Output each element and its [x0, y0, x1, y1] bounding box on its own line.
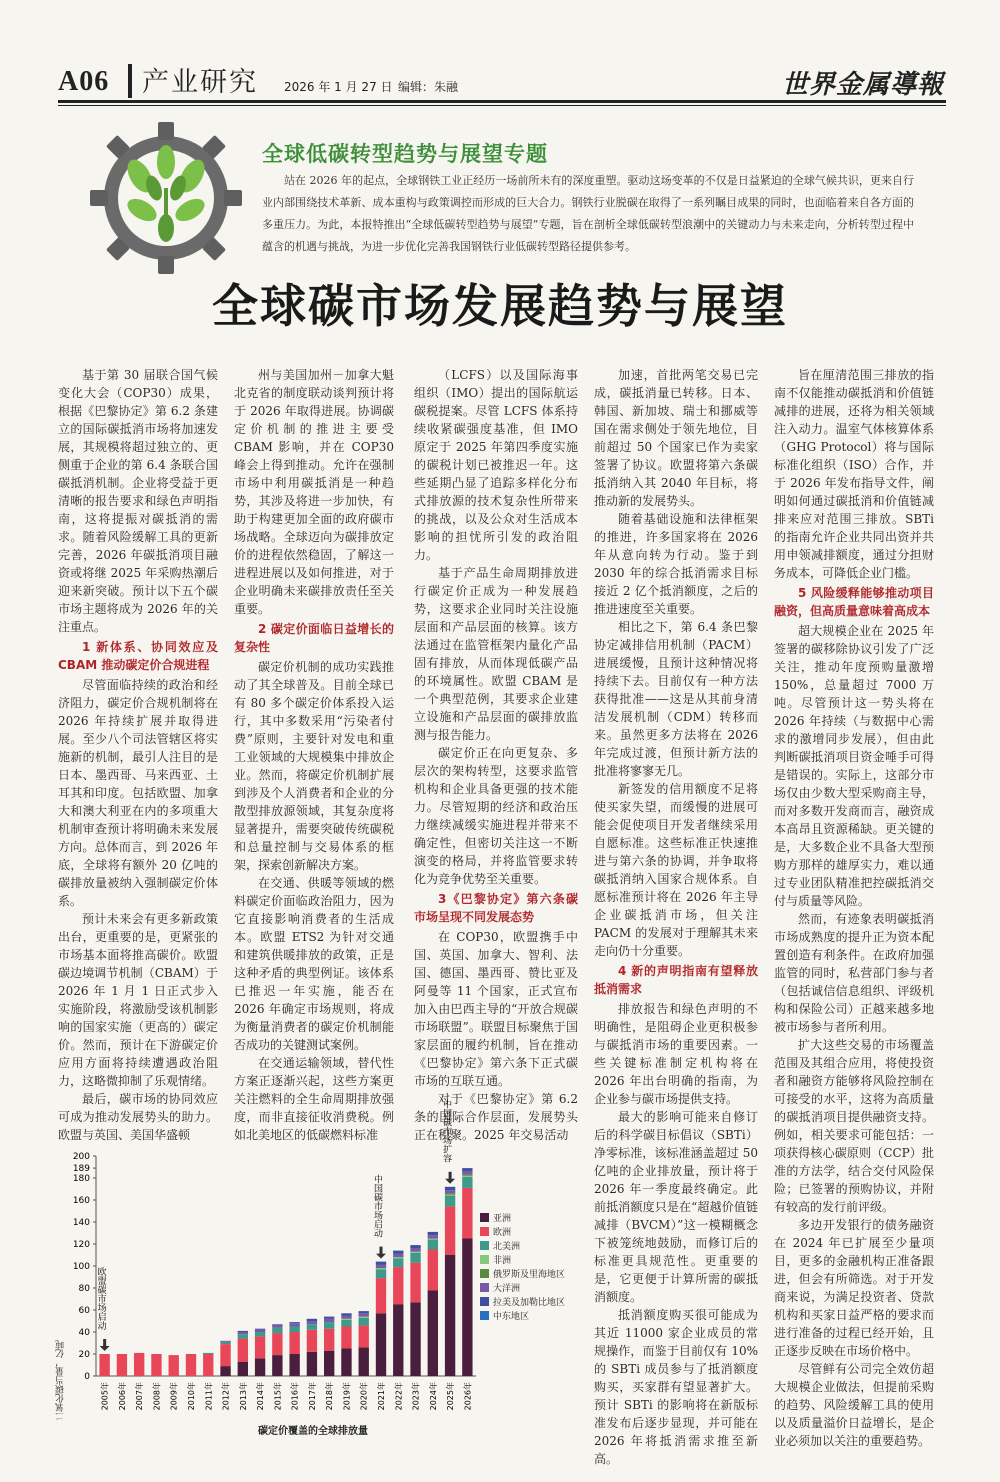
y-tick-label: 160: [72, 1196, 90, 1206]
subheading: 5 风险缓释能够推动项目融资，但高质量意味着高成本: [774, 586, 934, 618]
x-tick-label: 2016年: [290, 1382, 300, 1411]
x-tick-label: 2020年: [359, 1382, 369, 1411]
paragraph: 碳定价机制的成功实践推动了其全球普及。目前全球已有 80 多个碳定价体系投入运行，其中多数采用“污染者付费”原则，主要针对发电和重工业领域的大规模集中排放企业。然而，将碳定价机制扩展到涉及个人消费者和企业的分散型排放源领域，其复杂度将显著提升，需要突破传统碳税和总量控制与交易体系的框架，探索创新解决方案。: [234, 660, 394, 872]
legend-item: [480, 1212, 565, 1226]
feature-title: 全球低碳转型趋势与展望专题: [262, 142, 548, 166]
bar-segment: [255, 1336, 265, 1358]
x-tick-label: 2021年: [377, 1382, 386, 1411]
bar-segment: [376, 1278, 386, 1313]
paragraph: 尽管面临持续的政治和经济阻力，碳定价合规机制将在 2026 年持续扩展并取得进展。至少八个司法管辖区将实施新的机制，最引人注目的是日本、墨西哥、马来西亚、土耳其和印度。包括欧盟、加拿大和澳大利亚在内的多项重大机制审查预计将明确未来发展方向。总体而言，到 2026 年底，全球将有额外 20 亿吨的碳排放量被纳入强制碳定价体系。: [58, 678, 218, 908]
paragraph: 旨在厘清范围三排放的指南不仅能推动碳抵消和价值链减排的进展，还将为相关领域注入动力。温室气体核算体系（GHG Protocol）将与国际标准化组织（ISO）合作，并于 2026 年发布指导文件，阐明如何通过碳抵消和价值链减排来应对范围三排放。SBTi 的指南允许企业共同出资并共用申领减排额度，通过分担财务成本，可降低企业门槛。: [774, 368, 934, 580]
bar-segment: [324, 1322, 334, 1329]
annotation-label: 中国碳市场启动: [372, 1174, 382, 1238]
bar-segment: [272, 1324, 282, 1325]
x-tick-label: 2012年: [221, 1382, 231, 1411]
x-tick-label: 2023年: [411, 1382, 421, 1411]
legend-item: [480, 1226, 565, 1240]
bar-segment: [462, 1239, 472, 1377]
x-tick-label: 2024年: [428, 1382, 438, 1411]
subheading: 4 新的声明指南有望释放抵消需求: [594, 964, 758, 996]
bar-segment: [428, 1239, 438, 1240]
bar-segment: [462, 1168, 472, 1171]
paragraph: 排放报告和绿色声明的不明确性，是阻碍企业更积极参与碳抵消市场的重要因素。一些关键标准制定机构将在 2026 年出台明确的指南，为企业参与碳市场提供支持。: [594, 1002, 758, 1106]
bar-segment: [324, 1329, 334, 1351]
x-tick-label: 2010年: [187, 1382, 196, 1411]
paragraph: 最大的影响可能来自修订后的科学碳目标倡议（SBTi）净零标准，该标准涵盖超过 50 亿吨的企业排放量，预计将于 2026 年一季度最终确定。此前抵消额度只是在“超越价值链减排（BVCM）”这一模糊概念下被笼统地鼓励，而修订后的标准更具规范性。更重要的是，它更便于计算所需的碳抵消额度。: [594, 1110, 758, 1304]
article-column-3: [414, 366, 578, 1144]
bar-segment: [410, 1253, 420, 1263]
bar-segment: [272, 1355, 282, 1376]
article-column-1: [58, 366, 218, 1144]
annotation-label: 欧盟碳市场启动: [95, 1267, 106, 1330]
bar-segment: [255, 1330, 265, 1332]
bar-segment: [324, 1351, 334, 1376]
legend-swatch: [480, 1241, 489, 1250]
section-title: 产业研究: [142, 67, 258, 98]
bar-segment: [462, 1188, 472, 1239]
bar-segment: [393, 1251, 403, 1254]
bar-segment: [169, 1355, 179, 1376]
bar-segment: [410, 1248, 420, 1251]
paragraph: 加速，首批两笔交易已完成，碳抵消量已转移。日本、韩国、新加坡、瑞士和挪威等国在需求侧处于领先地位，目前超过 50 个国家已作为卖家签署了协议。欧盟将第六条碳抵消纳入其 2040 年目标，将推动新的发展势头。: [594, 368, 758, 508]
bar-segment: [462, 1176, 472, 1177]
bar-segment: [376, 1268, 386, 1269]
bar-segment: [428, 1240, 438, 1250]
bar-segment: [186, 1354, 196, 1376]
editor-credit: 编辑：朱融: [398, 80, 459, 94]
paragraph: 超大规模企业在 2025 年签署的碳移除协议引发了广泛关注，推动年度预购量激增 150%，总量超过 7000 万吨。尽管预计这一势头将在 2026 年持续（与数据中心需求的激增同步发展），但由此判断碳抵消项目资金唾手可得是错误的。实际上，这部分市场仅由少数大型采购商主导，而对多数开发商而言，融资成本高昂且资源稀缺。更关键的是，大多数企业不具备大型预购方那样的雄厚实力，难以通过专业团队精准把控碳抵消交付与质量等风险。: [774, 624, 934, 908]
bar-segment: [289, 1322, 299, 1323]
bar-segment: [341, 1319, 351, 1320]
y-tick-label: 189: [72, 1164, 90, 1175]
bar-segment: [410, 1245, 420, 1248]
bar-segment: [272, 1333, 282, 1355]
header-rule: [58, 100, 946, 103]
y-tick-label: 100: [72, 1262, 90, 1272]
legend-label: 中东地区: [493, 1312, 530, 1322]
bar-segment: [220, 1341, 230, 1342]
bar-segment: [289, 1354, 299, 1376]
y-tick-label: 180: [72, 1174, 90, 1184]
paragraph: 新签发的信用额度不足将使买家失望，而缓慢的进展可能会促使项目开发者继续采用自愿标准。这些标准正快速推进与第六条的协调，并争取将碳抵消纳入国家合规体系。自愿标准预计将在 2026 年主导企业碳抵消市场，但关注 PACM 的发展对于理解其未来走向仍十分重要。: [594, 782, 758, 958]
gear-leaves-icon: [80, 118, 252, 278]
bar-segment: [220, 1342, 230, 1344]
bar-segment: [445, 1255, 455, 1376]
bar-segment: [238, 1362, 248, 1376]
x-tick-label: 2018年: [325, 1382, 335, 1411]
bar-segment: [428, 1235, 438, 1238]
legend-item: [480, 1282, 565, 1296]
x-tick-label: 2006年: [117, 1382, 127, 1411]
bar-segment: [393, 1258, 403, 1267]
bar-segment: [220, 1366, 230, 1376]
legend-label: 欧洲: [493, 1228, 512, 1238]
bar-segment: [393, 1257, 403, 1258]
paragraph: 多边开发银行的债务融资在 2024 年已扩展至少量项目，更多的金融机构正准备跟进，但会有所筛选。对于开发商来说，为满足投资者、贷款机构和买家日益严格的要求而进行准备的过程已经开始，且正逐步反映在市场价格中。: [774, 1218, 934, 1358]
chart-y-label: 二氧化碳当量，亿吨: [56, 1340, 66, 1421]
y-tick-label: 80: [78, 1284, 90, 1294]
paragraph: 基于第 30 届联合国气候变化大会（COP30）成果，根据《巴黎协定》第 6.2 条建立的国际碳抵消市场将加速发展，其规模将超过独立的、更侧重于企业的第 6.4 条联合国碳抵消机制。企业将受益于更清晰的报告要求和绿色声明指南，这将提振对碳抵消的需求。随着风险缓解工具的更新完善，2026 年碳抵消项目融资或将继 2025 年采购热潮后迎来新突破。预计以下五个碳市场主题将成为 2026 年的关注重点。: [58, 368, 218, 634]
chart-legend: [480, 1212, 565, 1324]
bar-segment: [445, 1196, 455, 1207]
paragraph: 然而，有迹象表明碳抵消市场成熟度的提升正为资本配置创造有利条件。在政府加强监管的同时，私营部门参与者（包括诚信信息组织、评级机构和保险公司）正越来越多地被市场参与者所利用。: [774, 912, 934, 1034]
paragraph: 随着基础设施和法律框架的推进，许多国家将在 2026 年从意向转为行动。鉴于到 2030 年的综合抵消需求目标接近 2 亿个抵消额度，之后的推进速度至关重要。: [594, 512, 758, 616]
bar-segment: [134, 1353, 144, 1376]
bar-segment: [289, 1327, 299, 1333]
bar-segment: [359, 1318, 369, 1326]
subheading: 1 新体系、协同效应及 CBAM 推动碳定价合规进程: [58, 640, 218, 672]
bar-segment: [393, 1254, 403, 1257]
legend-label: 拉美及加勒比地区: [493, 1298, 566, 1308]
bar-segment: [376, 1269, 386, 1278]
bar-segment: [220, 1344, 230, 1366]
bar-segment: [307, 1319, 317, 1321]
annotation-arrowhead: [445, 1179, 455, 1184]
x-tick-label: 2007年: [135, 1382, 145, 1411]
y-tick-label: 200: [72, 1152, 90, 1162]
bar-segment: [341, 1349, 351, 1377]
bar-segment: [445, 1187, 455, 1190]
legend-swatch: [480, 1311, 489, 1320]
annotation-arrowhead: [100, 1346, 110, 1351]
bar-segment: [341, 1327, 351, 1349]
legend-swatch: [480, 1297, 489, 1306]
bar-segment: [341, 1313, 351, 1315]
bar-segment: [393, 1305, 403, 1377]
bar-segment: [376, 1262, 386, 1265]
legend-item: [480, 1254, 565, 1268]
legend-swatch: [480, 1213, 489, 1222]
x-tick-label: 2015年: [273, 1382, 283, 1411]
paragraph: 扩大这些交易的市场覆盖范围及其组合应用，将使投资者和融资方能够将风险控制在可接受的水平，这将为高质量的碳抵消项目提供融资支持。例如，相关要求可能包括：一项获得核心碳原则（CCP）批准的方法学，结合交付风险保险；已签署的预购协议，并附有较高的发行前评级。: [774, 1038, 934, 1214]
bar-segment: [255, 1358, 265, 1376]
bar-segment: [238, 1331, 248, 1332]
bar-segment: [117, 1354, 127, 1376]
legend-label: 北美洲: [493, 1242, 521, 1252]
paragraph: 相比之下，第 6.4 条巴黎协定减排信用机制（PACM）进展缓慢，且预计这种情况将持续下去。目前仅有一种方法获得批准——这是从其前身清洁发展机制（CDM）转移而来。虽然更多方法将在 2026 年完成过渡，但预计新方法的批准将寥寥无几。: [594, 620, 758, 778]
bar-segment: [203, 1354, 213, 1376]
article-column-4: [594, 366, 758, 1468]
legend-swatch: [480, 1227, 489, 1236]
paragraph: 对于《巴黎协定》第 6.2 条的国际合作层面，发展势头正在积聚。2025 年交易活动: [414, 1092, 578, 1142]
bar-segment: [359, 1325, 369, 1347]
paragraph: 在 COP30，欧盟携手中国、英国、加拿大、智利、法国、德国、墨西哥、赞比亚及阿曼等 11 个国家，正式宣布加入由巴西主导的“开放合规碳市场联盟”。联盟目标聚焦于国家层面的履约机制，旨在推动《巴黎协定》第六条下正式碳市场的互联互通。: [414, 930, 578, 1088]
legend-label: 非洲: [493, 1256, 512, 1266]
bar-segment: [238, 1332, 248, 1334]
legend-swatch: [480, 1269, 489, 1278]
bar-segment: [324, 1319, 334, 1322]
annotation-arrowhead: [376, 1254, 386, 1259]
paragraph: 尽管鲜有公司完全效仿超大规模企业做法，但提前采购的趋势、风险缓解工具的使用以及质量溢价日益增长，是企业必须加以关注的重要趋势。: [774, 1362, 934, 1448]
bar-segment: [445, 1190, 455, 1193]
y-tick-label: 0: [84, 1372, 90, 1382]
bar-segment: [307, 1321, 317, 1324]
paragraph: 在交通、供暖等领域的燃料碳定价面临政治阻力，因为它直接影响消费者的生活成本。欧盟 ETS2 为针对交通和建筑供暖排放的政策，正是这种矛盾的典型例证。该体系已推迟一年实施，能否在 2026 年确定市场规则，将成为衡量消费者的碳定价机制能否成功的关键测试案例。: [234, 876, 394, 1052]
x-tick-label: 2011年: [204, 1382, 214, 1411]
bar-segment: [359, 1311, 369, 1313]
paragraph: （LCFS）以及国际海事组织（IMO）提出的国际航运碳税提案。尽管 LCFS 体系持续收紧碳强度基准，但 IMO 原定于 2025 年第四季度实施的碳税计划已被推迟一年。这些延期凸显了追踪多样化分布式排放源的技术复杂性所带来的挑战，以及公众对生活成本影响的担忧所引发的政治阻力。: [414, 368, 578, 562]
x-tick-label: 2026年: [463, 1382, 473, 1411]
bar-segment: [272, 1328, 282, 1334]
x-tick-label: 2025年: [446, 1382, 456, 1411]
bar-segment: [410, 1263, 420, 1303]
subheading: 3《巴黎协定》第六条碳市场呈现不同发展态势: [414, 892, 578, 924]
legend-item: [480, 1296, 565, 1310]
x-tick-label: 2013年: [238, 1382, 248, 1411]
bar-segment: [307, 1352, 317, 1376]
article-headline: 全球碳市场发展趋势与展望: [212, 279, 788, 333]
header-divider: [128, 64, 132, 98]
paragraph: 碳定价正在向更复杂、多层次的架构转型，这要求监管机构和企业具备更强的技术能力。尽管短期的经济和政治压力继续减缓实施进程并带来不确定性，但密切关注这一不断演变的格局，并将监管要求转化为竞争优势至关重要。: [414, 746, 578, 886]
y-tick-label: 20: [78, 1350, 90, 1360]
bar-segment: [410, 1302, 420, 1376]
paragraph: 在交通运输领域，替代性方案正逐渐兴起，这些方案更关注燃料的全生命周期排放强度，而非直接征收消费税。例如北美地区的低碳燃料标准: [234, 1056, 394, 1142]
bar-segment: [341, 1316, 351, 1319]
bar-segment: [462, 1175, 472, 1176]
bar-segment: [151, 1354, 161, 1376]
x-tick-label: 2005年: [100, 1382, 110, 1411]
legend-swatch: [480, 1283, 489, 1292]
bar-segment: [324, 1317, 334, 1319]
bar-segment: [462, 1171, 472, 1174]
y-tick-label: 140: [72, 1218, 90, 1228]
bar-segment: [203, 1353, 213, 1354]
issue-date: 2026 年 1 月 27 日: [284, 80, 393, 94]
bar-segment: [410, 1252, 420, 1253]
bar-segment: [289, 1332, 299, 1354]
x-tick-label: 2022年: [394, 1382, 404, 1411]
bar-segment: [341, 1320, 351, 1327]
legend-swatch: [480, 1255, 489, 1264]
x-tick-label: 2008年: [152, 1382, 162, 1411]
bar-segment: [307, 1330, 317, 1352]
newspaper-brand: 世界金属導報: [781, 70, 944, 100]
bar-segment: [238, 1339, 248, 1362]
bar-segment: [445, 1195, 455, 1196]
paragraph: 预计未来会有更多新政策出台，更重要的是，更紧张的市场基本面将推高碳价。欧盟碳边境调节机制（CBAM）于 2026 年 1 月 1 日正式步入实施阶段，将激励受该机制影响的国家实施（更高的）碳定价。然而，预计在下游碳定价应用方面将持续遭遇政治阻力，这略微抑制了乐观情绪。: [58, 912, 218, 1088]
bar-segment: [428, 1250, 438, 1291]
legend-item: [480, 1268, 565, 1282]
bar-segment: [238, 1334, 248, 1338]
page-header: [58, 58, 948, 98]
bar-segment: [359, 1317, 369, 1318]
bar-segment: [428, 1290, 438, 1376]
bar-segment: [359, 1347, 369, 1376]
bar-segment: [428, 1232, 438, 1235]
legend-label: 大洋洲: [493, 1284, 521, 1294]
legend-item: [480, 1240, 565, 1254]
paragraph: 州与美国加州－加拿大魁北克省的制度联动谈判预计将于 2026 年取得进展。协调碳定价机制的推进主要受 CBAM 影响，并在 COP30 峰会上得到推动。允许在强制市场中利用碳抵消是一种趋势，其涉及将进一步加快，有助于构建更加全面的政府碳市场战略。全球迈向为碳排放定价的进程依然稳固，了解这一进程进展以及如何推进，对于企业明确未来碳排放责任至关重要。: [234, 368, 394, 616]
y-tick-label: 60: [78, 1306, 90, 1316]
header-rule-thin: [58, 105, 946, 106]
bar-segment: [359, 1313, 369, 1316]
legend-item: [480, 1310, 565, 1324]
paragraph: 抵消额度购买很可能成为其近 11000 家企业成员的常规操作，而鉴于目前仅有 10% 的 SBTi 成员参与了抵消额度购买，买家群有望显著扩大。预计 SBTi 的影响将在新版标准发布后逐步显现，并可能在 2026 年将抵消需求推至新高。: [594, 1308, 758, 1466]
bar-segment: [272, 1325, 282, 1327]
bar-segment: [445, 1207, 455, 1255]
x-tick-label: 2014年: [256, 1382, 266, 1411]
bar-segment: [307, 1324, 317, 1330]
y-tick-label: 40: [78, 1328, 90, 1338]
article-column-5: [774, 366, 934, 1450]
paragraph: 最后，碳市场的协同效应可成为推动发展势头的助力。欧盟与英国、美国华盛顿: [58, 1092, 218, 1142]
article-column-2: [234, 366, 394, 1144]
annotation-label: 中国碳市场扩容: [441, 1099, 452, 1163]
bar-segment: [376, 1265, 386, 1268]
bar-segment: [255, 1332, 265, 1336]
bar-segment: [445, 1193, 455, 1194]
chart-title: 碳定价覆盖的全球排放量: [258, 1426, 368, 1437]
subheading: 2 碳定价面临日益增长的复杂性: [234, 622, 394, 654]
x-tick-label: 2019年: [342, 1382, 352, 1411]
feature-intro: 站在 2026 年的起点，全球钢铁工业正经历一场前所未有的深度重塑。驱动这场变革的不仅是日益紧迫的全球气候共识，更来自行业内部围绕技术革新、成本重构与政策调控而形成的巨大合力。钢铁行业脱碳在取得了一系列瞩目成果的同时，也面临着来自各方面的多重压力。为此，本报特推出“全球低碳转型趋势与展望”专题，旨在剖析全球低碳转型浪潮中的关键动力与未来走向，分析转型过程中蕴含的机遇与挑战，为进一步优化完善我国钢铁行业低碳转型路径提供参考。: [262, 174, 914, 253]
bar-segment: [376, 1313, 386, 1376]
page-number: A06: [58, 66, 110, 97]
bar-segment: [393, 1267, 403, 1304]
bar-segment: [289, 1323, 299, 1326]
x-tick-label: 2017年: [307, 1382, 317, 1411]
y-tick-label: 120: [72, 1240, 90, 1250]
bar-segment: [462, 1177, 472, 1188]
legend-label: 亚洲: [493, 1214, 512, 1224]
legend-label: 俄罗斯及里海地区: [493, 1270, 566, 1280]
bar-segment: [99, 1354, 109, 1376]
bar-segment: [255, 1329, 265, 1330]
paragraph: 基于产品生命周期排放进行碳定价正成为一种发展趋势，这要求企业同时关注设施层面和产品层面的核算。该方法通过在监管框架内量化产品固有排放，从而体现低碳产品的环境属性。欧盟 CBAM 是一个典型范例，其要求企业建立设施和产品层面的碳排放监测与报告能力。: [414, 566, 578, 742]
x-tick-label: 2009年: [169, 1382, 179, 1411]
